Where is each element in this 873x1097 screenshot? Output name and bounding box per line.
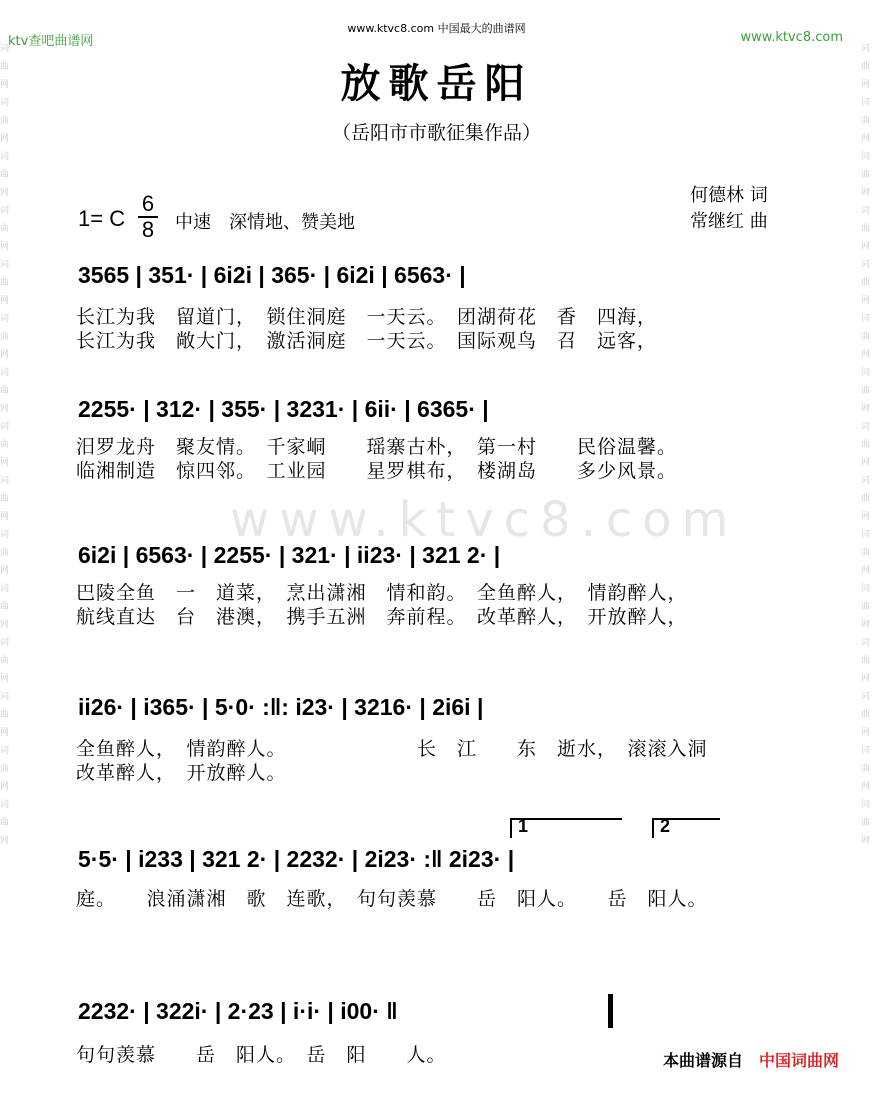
notation-line-1: 3565 | 351· | 6i2i | 365· | 6i2i | 6563· | xyxy=(78,262,466,288)
lyrics-line-3b: 航线直达 台 港澳， 携手五洲 奔前程。 改革醉人， 开放醉人， xyxy=(76,606,688,628)
volta-label-2: 2 xyxy=(660,816,671,836)
song-subtitle: （岳阳市市歌征集作品） xyxy=(331,122,541,144)
time-signature-top: 6 xyxy=(141,191,155,216)
source-prefix: 本曲谱源自 xyxy=(662,1051,743,1070)
tempo-marking: 中速 深情地、赞美地 xyxy=(175,212,355,233)
notation-line-2: 2255· | 312· | 355· | 3231· | 6ii· | 6365· | xyxy=(78,396,489,422)
notation-line-5: 5·5· | i233 | 321 2· | 2232· | 2i23· :‖ 2i23· | xyxy=(78,846,515,872)
notation-line-3: 6i2i | 6563· | 2255· | 321· | ii23· | 321 2· | xyxy=(78,542,501,568)
source-credit xyxy=(663,1048,839,1071)
lyrics-line-2b: 临湘制造 惊四邻。 工业园 星罗棋布， 楼湖岛 多少风景。 xyxy=(76,460,678,482)
right-margin-watermark: 词曲网词曲网词曲网词曲网词曲网词曲网词曲网词曲网词曲网词曲网词曲网词曲网词曲网词曲网词曲网 xyxy=(861,44,871,846)
lyrics-line-3a: 巴陵全鱼 一 道菜， 烹出潇湘 情和韵。 全鱼醉人， 情韵醉人， xyxy=(76,582,688,604)
notation-line-4: ii26· | i365· | 5·0· :‖: i23· | 3216· | 2i6i | xyxy=(78,694,484,720)
time-signature-bottom: 8 xyxy=(138,216,158,242)
song-title: 放歌岳阳 xyxy=(340,60,533,107)
key-signature: 1= C xyxy=(78,206,126,231)
watermark: www.ktvc8.com xyxy=(230,492,739,548)
volta-label-1: 1 xyxy=(518,816,529,836)
source-site-link[interactable]: 中国词曲网 xyxy=(758,1051,839,1070)
lyrics-line-4a: 全鱼醉人， 情韵醉人。 长 江 东 逝水， 滚滚入洞 xyxy=(76,738,708,760)
site-banner-center: www.ktvc8.com 中国最大的曲谱网 xyxy=(347,22,526,35)
lyricist: 何德林 词 xyxy=(690,185,768,206)
lyrics-line-5a: 庭。 浪涌潇湘 歌 连歌， 句句羡慕 岳 阳人。 岳 阳人。 xyxy=(76,888,708,910)
notation-line-6: 2232· | 322i· | 2·23 | i·i· | i00· ‖ xyxy=(78,998,398,1024)
lyrics-line-1a: 长江为我 留道门， 锁住洞庭 一天云。 团湖荷花 香 四海， xyxy=(76,306,658,328)
lyrics-line-4b: 改革醉人， 开放醉人。 xyxy=(76,762,287,784)
site-link-left[interactable]: ktv查吧曲谱网 xyxy=(8,34,94,49)
lyrics-line-6a: 句句羡慕 岳 阳人。 岳 阳 人。 xyxy=(76,1044,447,1066)
time-signature xyxy=(138,192,158,242)
lyrics-line-1b: 长江为我 敞大门， 激活洞庭 一天云。 国际观鸟 召 远客， xyxy=(76,330,658,352)
lyrics-line-2a: 汨罗龙舟 聚友情。 千家峒 瑶寨古朴， 第一村 民俗温馨。 xyxy=(76,436,678,458)
left-margin-watermark: 词曲网词曲网词曲网词曲网词曲网词曲网词曲网词曲网词曲网词曲网词曲网词曲网词曲网词曲网词曲网 xyxy=(0,44,10,846)
final-barline xyxy=(608,994,613,1028)
credits xyxy=(690,183,768,235)
site-link-right[interactable]: www.ktvc8.com xyxy=(740,30,843,45)
composer: 常继红 曲 xyxy=(690,211,768,232)
